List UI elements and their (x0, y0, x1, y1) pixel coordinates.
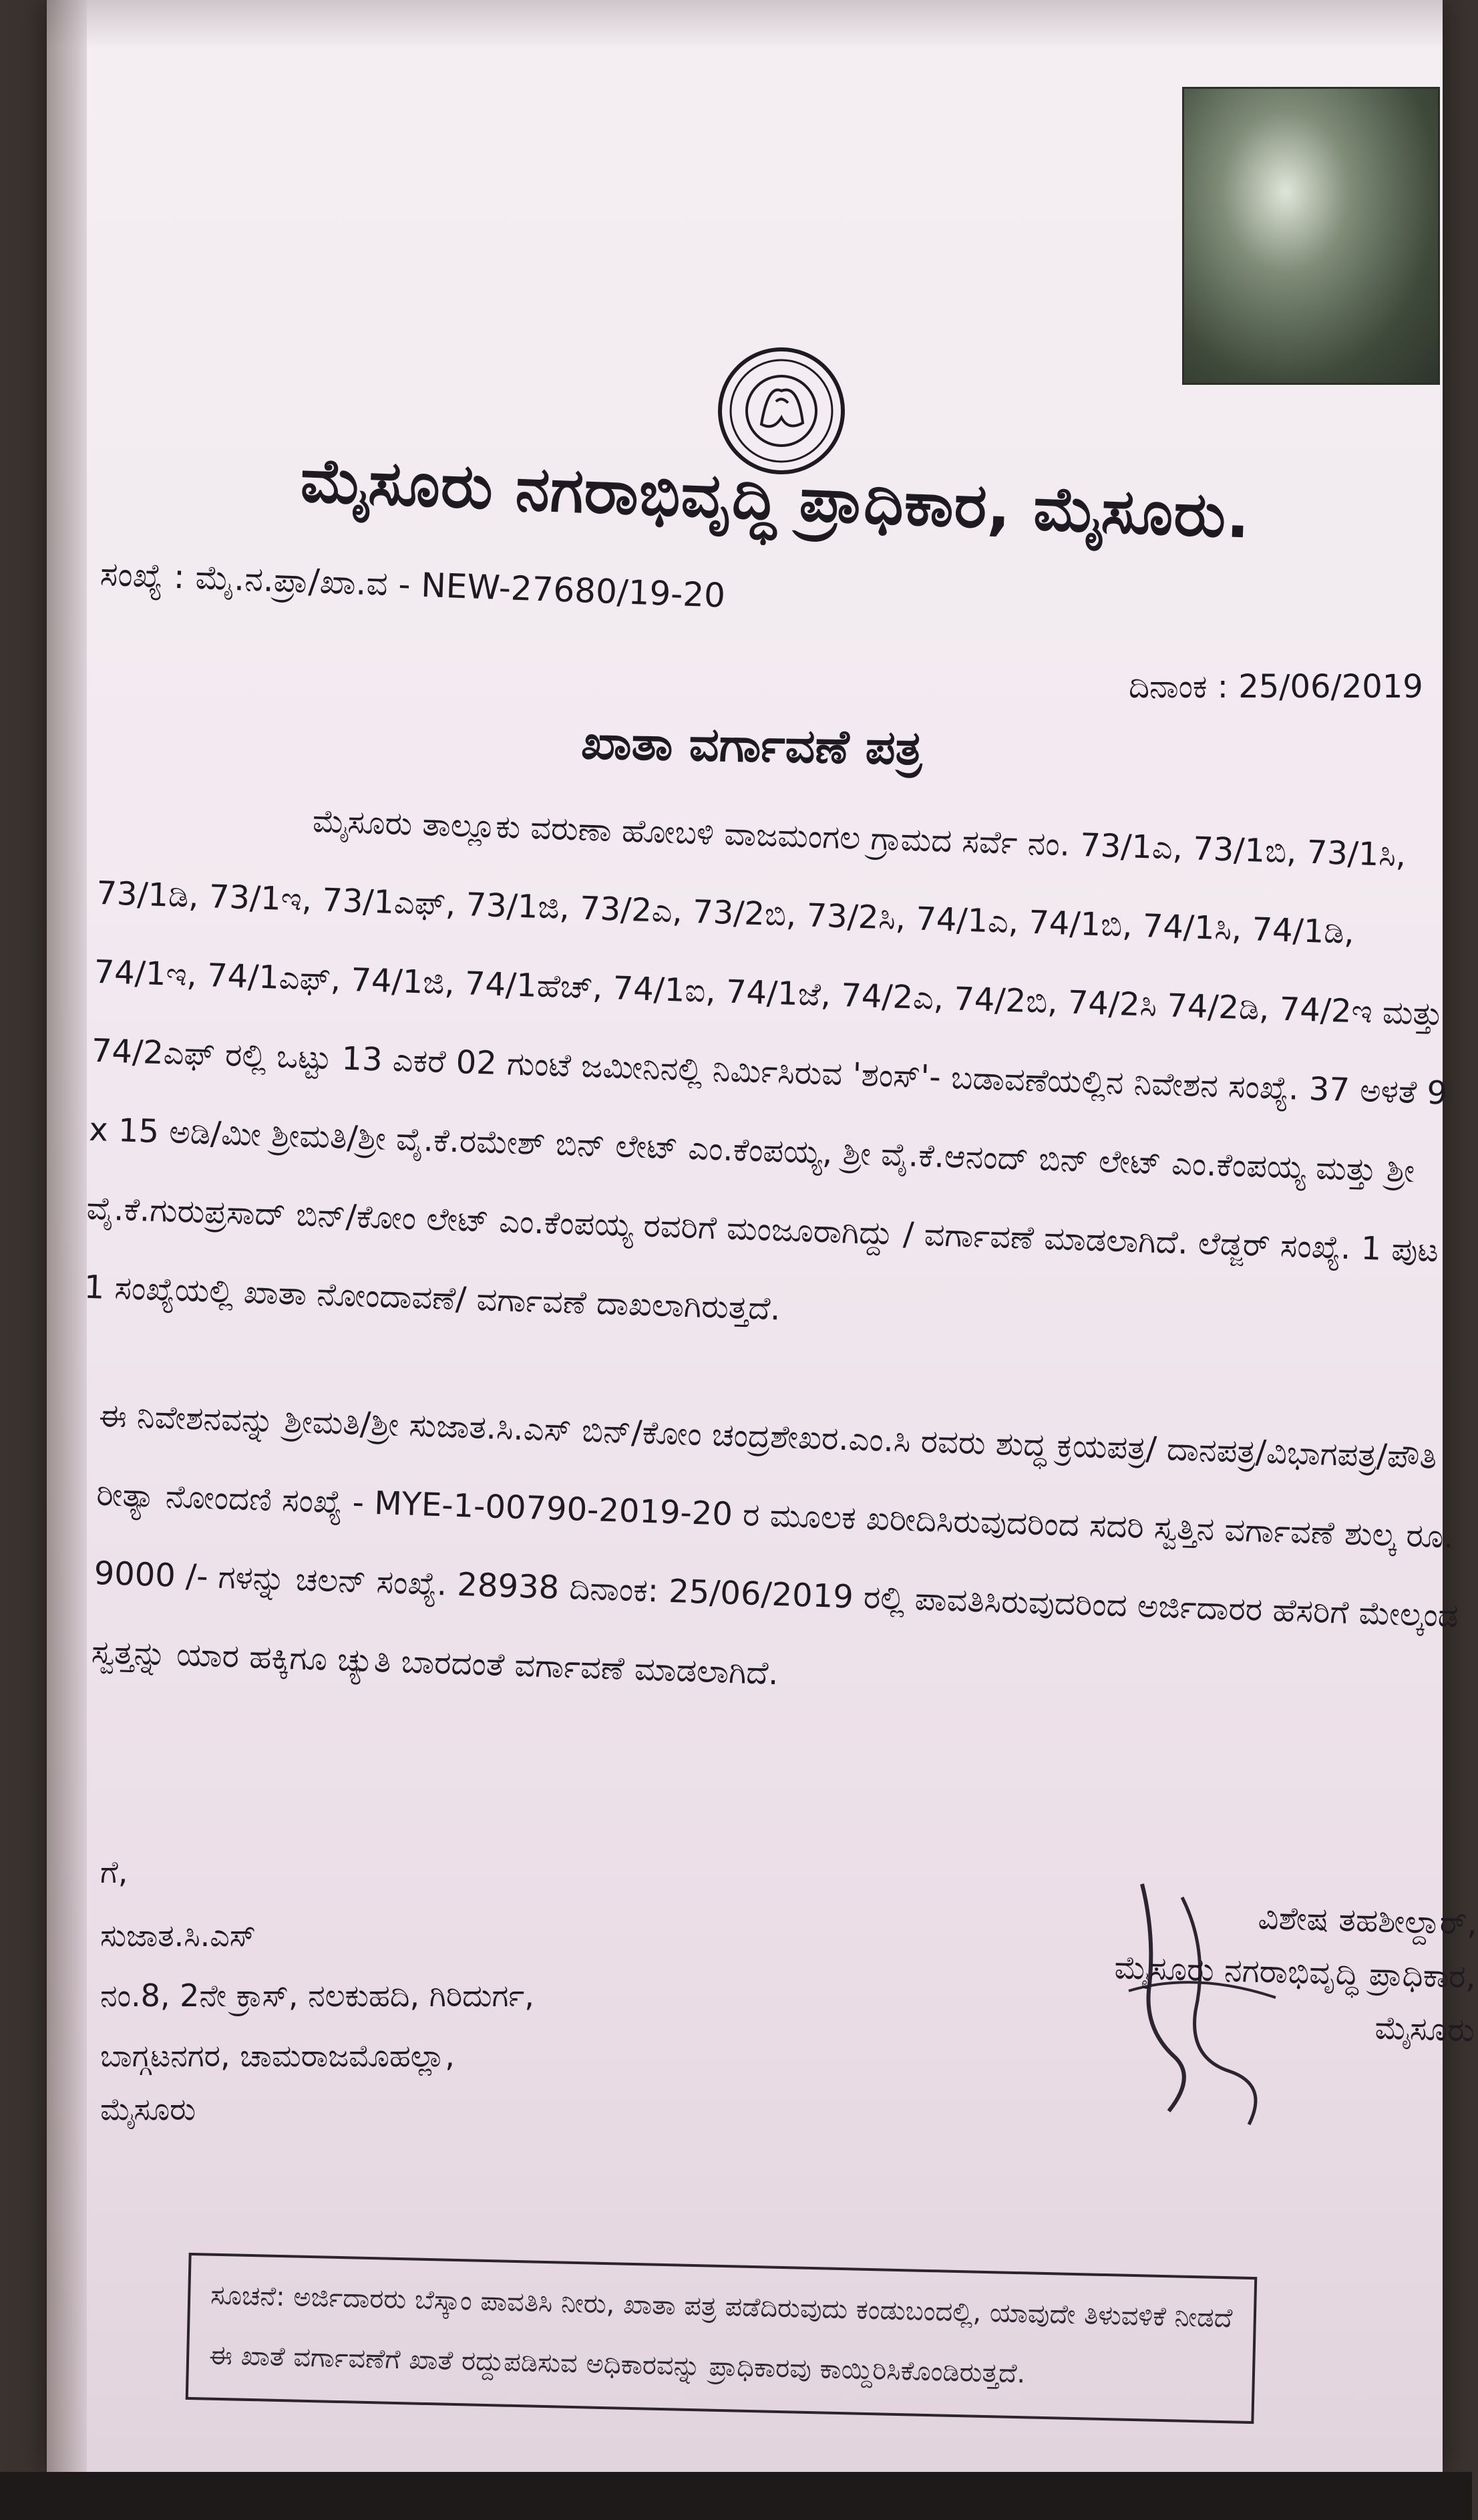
reference-number: ಸಂಖ್ಯೆ : ಮೈ.ನ.ಪ್ರಾ/ಖಾ.ವ - NEW-27680/19-20 (100, 555, 726, 615)
issue-date: ದಿನಾಂಕ : 25/06/2019 (1129, 668, 1423, 705)
addressee-address-line-3: ಮೈಸೂರು (100, 2091, 196, 2127)
signatory-designation: ವಿಶೇಷ ತಹಶೀಲ್ದಾರ್, (1257, 1899, 1478, 1943)
authority-title: ಮೈಸೂರು ನಗರಾಭಿವೃದ್ಧಿ ಪ್ರಾಧಿಕಾರ, ಮೈಸೂರು. (299, 444, 1252, 553)
footer-note-text: ಸೂಚನೆ: ಅರ್ಜಿದಾರರು ಬೆಸ್ಕಾಂ ಪಾವತಿಸಿ ನೀರು, ಖಾತಾ ಪತ್ರ ಪಡೆದಿರುವುದು ಕಂಡುಬಂದಲ್ಲಿ, ಯಾವುದೇ ತಿಳುವಳಿಕೆ ನೀಡದೆ ಈ ಖಾತೆ ವರ್ಗಾವಣೆಗೆ ಖಾತೆ ರದ್ದುಪಡಿಸುವ ಅಧಿಕಾರವನ್ನು ಪ್ರಾಧಿಕಾರವು ಕಾಯ್ದಿರಿಸಿಕೊಂಡಿರುತ್ತದೆ. (208, 2279, 1233, 2390)
salutation: ಗೆ, (100, 1854, 128, 1890)
applicant-photo (1182, 87, 1440, 385)
addressee-address-line-2: ಬಾಗ್ಗಟನಗರ, ಚಾಮರಾಜಮೊಹಲ್ಲಾ, (100, 2038, 455, 2074)
document-page (47, 0, 1478, 2472)
signatory-place: ಮೈಸೂರು (1374, 2009, 1475, 2050)
top-shadow (47, 0, 1443, 47)
document-heading: ಖಾತಾ ವರ್ಗಾವಣೆ ಪತ್ರ (580, 715, 923, 776)
signatory-office: ಮೈಸೂರು ನಗರಾಭಿವೃದ್ಧಿ ಪ್ರಾಧಿಕಾರ, (1113, 1949, 1477, 1996)
signatory-block (993, 1885, 1478, 2058)
addressee-name: ಸುಜಾತ.ಸಿ.ಎಸ್ (100, 1917, 256, 1953)
addressee-address-line-1: ನಂ.8, 2ನೇ ಕ್ರಾಸ್, ನಲಕುಹದಿ, ಗಿರಿದುರ್ಗ, (100, 1978, 534, 2014)
footer-note-box (186, 2253, 1258, 2424)
body-paragraph-2: ಈ ನಿವೇಶನವನ್ನು ಶ್ರೀಮತಿ/ಶ್ರೀ ಸುಜಾತ.ಸಿ.ಎಸ್ ಬಿನ್/ಕೋಂ ಚಂದ್ರಶೇಖರ.ಎಂ.ಸಿ ರವರು ಶುದ್ಧ ಕ್ರಯಪತ್ರ/ ದಾನಪತ್ರ/ವಿಭಾಗಪತ್ರ/ಪೌತಿ ರೀತ್ಯಾ ನೋಂದಣಿ ಸಂಖ್ಯೆ - MYE-1-00790-2019-20 ರ ಮೂಲಕ ಖರೀದಿಸಿರುವುದರಿಂದ ಸದರಿ ಸ್ವತ್ತಿನ ವರ್ಗಾವಣೆ ಶುಲ್ಕ ರೂ. 9000 /- ಗಳನ್ನು ಚಲನ್ ಸಂಖ್ಯೆ. 28938 ದಿನಾಂಕ: 25/06/2019 ರಲ್ಲಿ ಪಾವತಿಸಿರುವುದರಿಂದ ಅರ್ಜಿದಾರರ ಹೆಸರಿಗೆ ಮೇಲ್ಕಂಡ ಸ್ವತ್ತನ್ನು ಯಾರ ಹಕ್ಕಿಗೂ ಚ್ಯುತಿ ಬಾರದಂತೆ ವರ್ಗಾವಣೆ ಮಾಡಲಾಗಿದೆ. (91, 1396, 1459, 1693)
body-paragraph-1: ಮೈಸೂರು ತಾಲ್ಲೂಕು ವರುಣಾ ಹೋಬಳಿ ವಾಜಮಂಗಲ ಗ್ರಾಮದ ಸರ್ವೆ ನಂ. 73/1ಎ, 73/1ಬಿ, 73/1ಸಿ, 73/1ಡಿ, 73/1ಇ, 73/1ಎಫ್, 73/1ಜಿ, 73/2ಎ, 73/2ಬಿ, 73/2ಸಿ, 74/1ಎ, 74/1ಬಿ, 74/1ಸಿ, 74/1ಡಿ, 74/1ಇ, 74/1ಎಫ್, 74/1ಜಿ, 74/1ಹೆಚ್, 74/1ಐ, 74/1ಜೆ, 74/2ಎ, 74/2ಬಿ, 74/2ಸಿ 74/2ಡಿ, 74/2ಇ ಮತ್ತು 74/2ಎಫ್ ರಲ್ಲಿ ಒಟ್ಟು 13 ಎಕರೆ 02 ಗುಂಟೆ ಜಮೀನಿನಲ್ಲಿ ನಿರ್ಮಿಸಿರುವ 'ಶಂಸ್'- ಬಡಾವಣೆಯಲ್ಲಿನ ನಿವೇಶನ ಸಂಖ್ಯೆ. 37 ಅಳತೆ 9 x 15 ಅಡಿ/ಮೀ ಶ್ರೀಮತಿ/ಶ್ರೀ ವೈ.ಕೆ.ರಮೇಶ್ ಬಿನ್ ಲೇಟ್ ಎಂ.ಕೆಂಪಯ್ಯ, ಶ್ರೀ ವೈ.ಕೆ.ಆನಂದ್ ಬಿನ್ ಲೇಟ್ ಎಂ.ಕೆಂಪಯ್ಯ ಮತ್ತು ಶ್ರೀ ವೈ.ಕೆ.ಗುರುಪ್ರಸಾದ್ ಬಿನ್/ಕೋಂ ಲೇಟ್ ಎಂ.ಕೆಂಪಯ್ಯ ರವರಿಗೆ ಮಂಜೂರಾಗಿದ್ದು / ವರ್ಗಾವಣೆ ಮಾಡಲಾಗಿದೆ. ಲೆಡ್ಜರ್ ಸಂಖ್ಯೆ. 1 ಪುಟ 1 ಸಂಖ್ಯೆಯಲ್ಲಿ ಖಾತಾ ನೋಂದಾವಣೆ/ ವರ್ಗಾವಣೆ ದಾಖಲಾಗಿರುತ್ತದೆ. (83, 802, 1448, 1328)
bottom-background (0, 2472, 1472, 2520)
page-fold-shadow (47, 0, 87, 2472)
